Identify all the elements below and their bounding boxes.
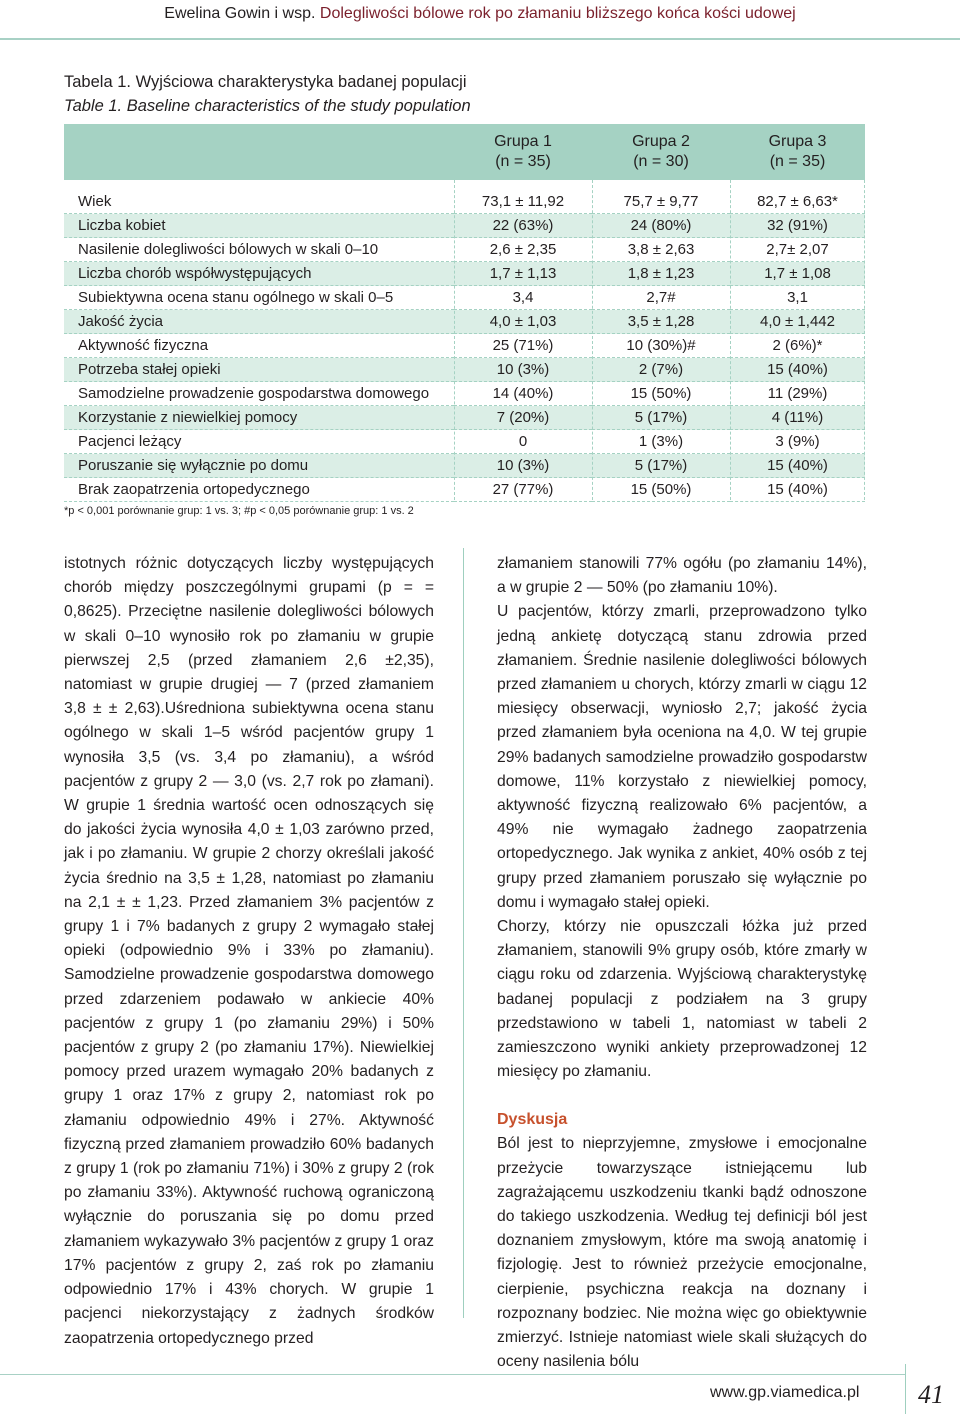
cell-group-3: 15 (40%) <box>730 358 865 382</box>
caption-pl-text: Wyjściowa charakterystyka badanej populacji <box>135 73 467 91</box>
paragraph: Ból jest to nieprzyjemne, zmysłowe i emocjonalne przeżycie towarzyszące istniejącemu lub zagrażającemu uszkodzeniu tkanki bądź odnoszone do takiego uszkodzenia. Według tej definicji ból jest doznaniem zmysłowym, które ma swoją anatomię i fizjologię. Jest to również przeżycie emocjonalne, cierpienie, psychiczna reakcja na doznany i rozpoznany bodziec. Nie można więc go obiektywnie zmierzyć. Istnieje natomiast wiele skali służących do oceny nasilenia bólu <box>497 1135 867 1371</box>
cell-group-3: 2 (6%)* <box>730 334 865 358</box>
row-label: Korzystanie z niewielkiej pomocy <box>64 406 454 430</box>
table-row <box>64 238 865 262</box>
cell-group-1: 1,7 ± 1,13 <box>454 262 592 286</box>
footer-rule <box>0 1374 905 1375</box>
footer-divider <box>905 1364 906 1414</box>
running-head-title: Dolegliwości bólowe rok po złamaniu bliższego końca kości udowej <box>319 5 796 22</box>
row-label: Aktywność fizyczna <box>64 334 454 358</box>
cell-group-3: 4,0 ± 1,442 <box>730 310 865 334</box>
cell-group-1: 0 <box>454 430 592 454</box>
cell-group-1: 22 (63%) <box>454 214 592 238</box>
cell-group-3: 3,1 <box>730 286 865 310</box>
cell-group-2: 5 (17%) <box>592 454 730 478</box>
cell-group-2: 3,8 ± 2,63 <box>592 238 730 262</box>
cell-group-3: 15 (40%) <box>730 454 865 478</box>
row-label: Jakość życia <box>64 310 454 334</box>
caption-polish <box>64 70 471 94</box>
cell-group-3: 32 (91%) <box>730 214 865 238</box>
cell-group-1: 10 (3%) <box>454 358 592 382</box>
cell-group-3: 4 (11%) <box>730 406 865 430</box>
header-group-1: Grupa 1 (n = 35) <box>494 133 552 170</box>
table-row <box>64 310 865 334</box>
cell-group-2: 15 (50%) <box>592 478 730 502</box>
cell-group-3: 2,7± 2,07 <box>730 238 865 262</box>
cell-group-2: 75,7 ± 9,77 <box>623 193 699 210</box>
column-rule <box>463 548 464 1318</box>
cell-group-2: 5 (17%) <box>592 406 730 430</box>
cell-group-2: 2,7# <box>592 286 730 310</box>
table-row <box>64 262 865 286</box>
row-label: Brak zaopatrzenia ortopedycznego <box>64 478 454 502</box>
cell-group-1: 4,0 ± 1,03 <box>454 310 592 334</box>
cell-group-1: 2,6 ± 2,35 <box>454 238 592 262</box>
column-divider <box>454 180 455 500</box>
cell-group-2: 1 (3%) <box>592 430 730 454</box>
paragraph: U pacjentów, którzy zmarli, przeprowadzono tylko jedną ankietę dotyczącą stanu zdrowia przed złamaniem. Średnie nasilenie dolegliwości bólowych przed złamaniem u chorych, którzy zmarli w ciągu 12 miesięcy obserwacji, wyniosło 2,7; jakość życia przed złamaniem była oceniona na 4,0. W tej grupie 29% badanych samodzielne prowadziło gospodarstw domowe, 11% korzystało z niewielkiej pomocy, aktywność fizyczną realizowało 6% pacjentów, a 49% nie wymagało żadnego zaopatrzenia ortopedycznego. Jak wynika z ankiet, 40% osób z tej grupy przed złamaniem poruszało się wyłącznie po domu i wymagało stałej opieki. <box>497 603 867 911</box>
table-caption <box>64 70 471 118</box>
running-head-authors: Ewelina Gowin i wsp. <box>164 5 316 22</box>
row-label: Potrzeba stałej opieki <box>64 358 454 382</box>
cell-group-1: 14 (40%) <box>454 382 592 406</box>
table-row <box>64 214 865 238</box>
header-group-2: Grupa 2 (n = 30) <box>632 133 690 170</box>
table-header-row <box>64 124 865 180</box>
cell-group-2: 15 (50%) <box>592 382 730 406</box>
cell-group-3: 11 (29%) <box>730 382 865 406</box>
table-row <box>64 334 865 358</box>
table-footnote: *p < 0,001 porównanie grup: 1 vs. 3; #p < 0,05 porównanie grup: 1 vs. 2 <box>64 505 414 517</box>
row-label: Pacjenci leżący <box>64 430 454 454</box>
cell-group-2: 3,5 ± 1,28 <box>592 310 730 334</box>
journal-url[interactable]: www.gp.viamedica.pl <box>710 1384 860 1401</box>
caption-en-label: Table 1. <box>64 97 123 115</box>
caption-pl-label: Tabela 1. <box>64 73 131 91</box>
row-label: Samodzielne prowadzenie gospodarstwa domowego <box>64 382 454 406</box>
table-row <box>64 430 865 454</box>
cell-group-1: 25 (71%) <box>454 334 592 358</box>
cell-group-1: 7 (20%) <box>454 406 592 430</box>
table-row <box>64 454 865 478</box>
table-row <box>64 406 865 430</box>
column-divider <box>864 180 865 500</box>
table-row <box>64 286 865 310</box>
row-label: Poruszanie się wyłącznie po domu <box>64 454 454 478</box>
cell-group-2: 24 (80%) <box>592 214 730 238</box>
header-group-3: Grupa 3 (n = 35) <box>768 133 827 170</box>
section-heading: Dyskusja <box>497 1111 568 1129</box>
row-label: Liczba kobiet <box>64 214 454 238</box>
row-label: Liczba chorób współwystępujących <box>64 262 454 286</box>
caption-en-text: Baseline characteristics of the study population <box>126 97 471 115</box>
running-head <box>0 0 960 42</box>
text-column-right <box>497 552 867 1375</box>
cell-group-2: 10 (30%)# <box>592 334 730 358</box>
cell-group-1: 3,4 <box>454 286 592 310</box>
page-number: 41 <box>918 1380 944 1409</box>
paragraph: istotnych różnic dotyczących liczby występujących chorób między poszczególnymi grupami (p = = 0,8625). Przeciętne nasilenie dolegliwości bólowych w skali 0–10 wynosiło rok po złamaniu w grupie pierwszej 2,5 (przed złamaniem 2,6 ±2,35), natomiast w grupie drugiej — 7 (przed złamaniem 3,8 ± ± 2,63).Uśredniona subiektywna ocena stanu ogólnego w skali 1–5 wśród pacjentów grupy 1 wynosiła 3,5 (vs. 3,4 po złamaniu), a wśród pacjentów z grupy 2 — 3,0 (vs. 2,7 rok po złamani). W grupie 1 średnia wartość ocen odnoszących się do jakości życia wynosiła 4,0 ± 1,03 zarówno przed, jak i po złamaniu. W grupie 2 chorzy określali jakość życia średnio na 3,5 ± 1,28, natomiast po złamaniu na 2,1 ± ± 1,23. Przed złamaniem 3% pacjentów z grupy 1 i 7% badanych z grupy 2 wymagało stałej opieki (odpowiednio 9% i 33% po złamaniu). Samodzielne prowadzenie gospodarstwa domowego przed zdarzeniem podawało w ankiecie 40% pacjentów z grupy 1 (po złamaniu 29%) i 50% pacjentów z grupy 2 (po złamaniu 17%). Niewielkiej pomocy przed urazem wymagało 20% badanych z grupy 1 oraz 17% z grupy 2, natomiast rok po złamaniu odpowiednio 49% i 27%. Aktywność fizyczną przed złamaniem prowadziło 60% badanych z grupy 1 (rok po złamaniu 71%) i 30% z grupy 2 (rok po złamaniu 33%). Aktywność ruchową ograniczoną wyłącznie do poruszania się po domu przed złamaniem wykazywało 3% pacjentów z grupy 1 oraz 17% pacjentów z grupy 2, zaś rok po złamaniu odpowiednio 17% i 43% chorych. W grupie 1 pacjenci niekorzystający z żadnych środków zaopatrzenia ortopedycznego przed <box>64 555 434 1347</box>
cell-group-3: 15 (40%) <box>730 478 865 502</box>
row-label: Wiek <box>78 193 112 210</box>
header-empty <box>64 124 454 180</box>
caption-english <box>64 94 471 118</box>
cell-group-2: 1,8 ± 1,23 <box>592 262 730 286</box>
table-row <box>64 180 865 214</box>
text-column-left <box>64 552 434 1351</box>
column-divider <box>592 180 593 500</box>
column-divider <box>730 180 731 500</box>
cell-group-3: 3 (9%) <box>730 430 865 454</box>
cell-group-3: 1,7 ± 1,08 <box>730 262 865 286</box>
row-label: Nasilenie dolegliwości bólowych w skali 0–10 <box>64 238 454 262</box>
cell-group-1: 27 (77%) <box>454 478 592 502</box>
cell-group-3: 82,7 ± 6,63* <box>757 193 838 210</box>
table-row <box>64 382 865 406</box>
cell-group-1: 73,1 ± 11,92 <box>481 193 565 210</box>
cell-group-2: 2 (7%) <box>592 358 730 382</box>
baseline-table <box>64 124 865 502</box>
row-label: Subiektywna ocena stanu ogólnego w skali 0–5 <box>64 286 454 310</box>
paragraph: Chorzy, którzy nie opuszczali łóżka już przed złamaniem, stanowili 9% grupy osób, które zmarły w ciągu roku od zdarzenia. Wyjściową charakterystykę badanej populacji z podziałem na 3 grupy przedstawiono w tabeli 1, natomiast w tabeli 2 zamieszczono wyniki ankiety przeprowadzonej 12 miesięcy po złamaniu. <box>497 918 867 1081</box>
paragraph: złamaniem stanowili 77% ogółu (po złamaniu 14%), a w grupie 2 — 50% (po złamaniu 10%). <box>497 555 867 597</box>
header-rule <box>0 38 960 40</box>
table-row <box>64 478 865 502</box>
table-row <box>64 358 865 382</box>
cell-group-1: 10 (3%) <box>454 454 592 478</box>
